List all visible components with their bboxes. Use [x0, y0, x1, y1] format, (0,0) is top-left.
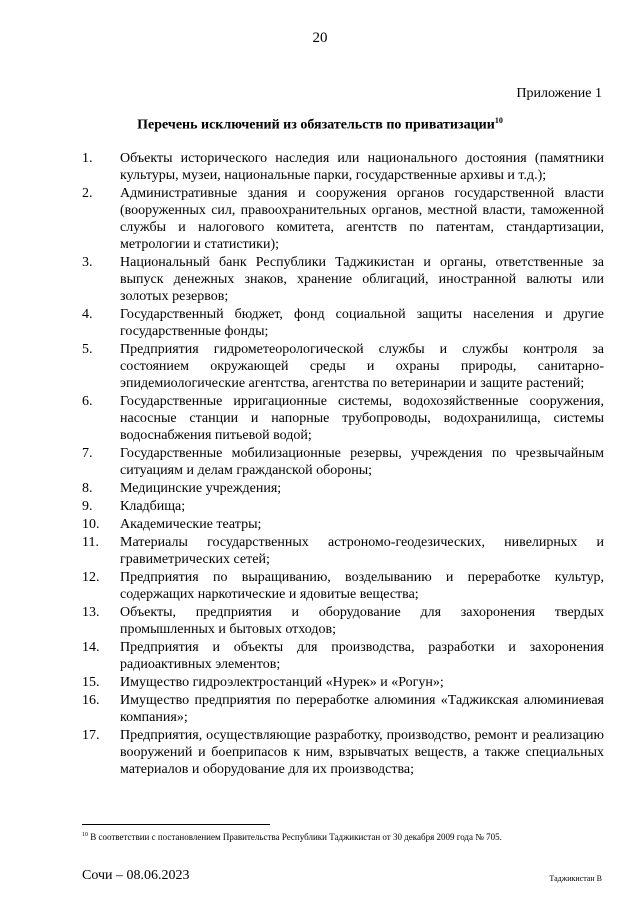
list-item [82, 639, 604, 673]
list-item-text: Кладбища; [120, 499, 186, 514]
list-item-text: Административные здания и сооружения органов государственной власти (вооруженных сил, правоохранительных органов, местной власти, таможенной службы и налогового комитета, агентств по патентам, стандартизации, метрологии и статистики); [120, 186, 604, 252]
title-footnote-mark: 10 [494, 116, 503, 125]
list-item [82, 727, 604, 778]
list-item [82, 604, 604, 638]
list-item [82, 692, 604, 726]
list-item-text: Предприятия, осуществляющие разработку, производство, ремонт и реализацию вооружений и боеприпасов к ним, взрывчатых веществ, а также специальных материалов и оборудование для их производства; [120, 728, 604, 777]
list-item [82, 569, 604, 603]
list-item [82, 498, 604, 515]
list-item-number: 1. [82, 151, 93, 166]
list-item [82, 185, 604, 253]
list-item-number: 6. [82, 394, 93, 409]
title-text: Перечень исключений из обязательств по приватизации [137, 117, 495, 133]
appendix-label: Приложение 1 [516, 86, 602, 101]
list-item-text: Объекты исторического наследия или национального достояния (памятники культуры, музеи, национальные парки, государственные архивы и т.д.); [120, 151, 604, 183]
footnote-mark: 10 [82, 832, 88, 838]
exclusions-list [82, 150, 604, 779]
list-item [82, 393, 604, 444]
list-item [82, 674, 604, 691]
list-item-number: 4. [82, 307, 93, 322]
list-item [82, 534, 604, 568]
list-item-text: Медицинские учреждения; [120, 481, 282, 496]
list-item-text: Имущество гидроэлектростанций «Нурек» и «Рогун»; [120, 675, 444, 690]
document-title [0, 116, 640, 134]
list-item-number: 12. [82, 570, 100, 585]
list-item [82, 445, 604, 479]
list-item-number: 16. [82, 693, 100, 708]
list-item-number: 2. [82, 186, 93, 201]
list-item-text: Материалы государственных астрономо-геодезических, нивелирных и гравиметрических сетей; [120, 535, 604, 567]
list-item-number: 9. [82, 499, 93, 514]
list-item-text: Предприятия и объекты для производства, разработки и захоронения радиоактивных элементов; [120, 640, 604, 672]
list-item-text: Государственные мобилизационные резервы, учреждения по чрезвычайным ситуациям и делам гражданской обороны; [120, 446, 604, 478]
list-item-number: 17. [82, 728, 100, 743]
footnote [82, 832, 612, 842]
list-item [82, 306, 604, 340]
list-item-text: Имущество предприятия по переработке алюминия «Таджикская алюминиевая компания»; [120, 693, 604, 725]
list-item-number: 7. [82, 446, 93, 461]
list-item-number: 13. [82, 605, 100, 620]
list-item-number: 10. [82, 517, 100, 532]
footer-document-code: Таджикистан В [549, 874, 602, 883]
list-item-text: Предприятия по выращиванию, возделыванию и переработке культур, содержащих наркотические и ядовитые вещества; [120, 570, 604, 602]
list-item [82, 341, 604, 392]
footer-date: Сочи – 08.06.2023 [82, 868, 190, 883]
list-item [82, 254, 604, 305]
list-item-number: 3. [82, 255, 93, 270]
list-item [82, 150, 604, 184]
list-item-number: 5. [82, 342, 93, 357]
list-item-text: Государственный бюджет, фонд социальной защиты населения и другие государственные фонды; [120, 307, 604, 339]
list-item-text: Академические театры; [120, 517, 262, 532]
list-item [82, 480, 604, 497]
list-item-number: 11. [82, 535, 99, 550]
list-item-text: Национальный банк Республики Таджикистан и органы, ответственные за выпуск денежных знаков, хранение облигаций, иностранной валюты или золотых резервов; [120, 255, 604, 304]
list-item-number: 14. [82, 640, 100, 655]
footnote-divider [82, 824, 270, 825]
list-item-number: 8. [82, 481, 93, 496]
list-item-text: Предприятия гидрометеорологической службы и службы контроля за состоянием окружающей среды и охраны природы, санитарно-эпидемиологические агентства, агентства по ветеринарии и защите растений; [120, 342, 604, 391]
list-item-text: Объекты, предприятия и оборудование для захоронения твердых промышленных и бытовых отходов; [120, 605, 604, 637]
list-item-text: Государственные ирригационные системы, водохозяйственные сооружения, насосные станции и напорные трубопроводы, водохранилища, системы водоснабжения питьевой водой; [120, 394, 604, 443]
page-number: 20 [312, 30, 328, 46]
list-item [82, 516, 604, 533]
list-item-number: 15. [82, 675, 100, 690]
footnote-text: В соответствии с постановлением Правительства Республики Таджикистан от 30 декабря 2009 года № 705. [90, 832, 502, 842]
